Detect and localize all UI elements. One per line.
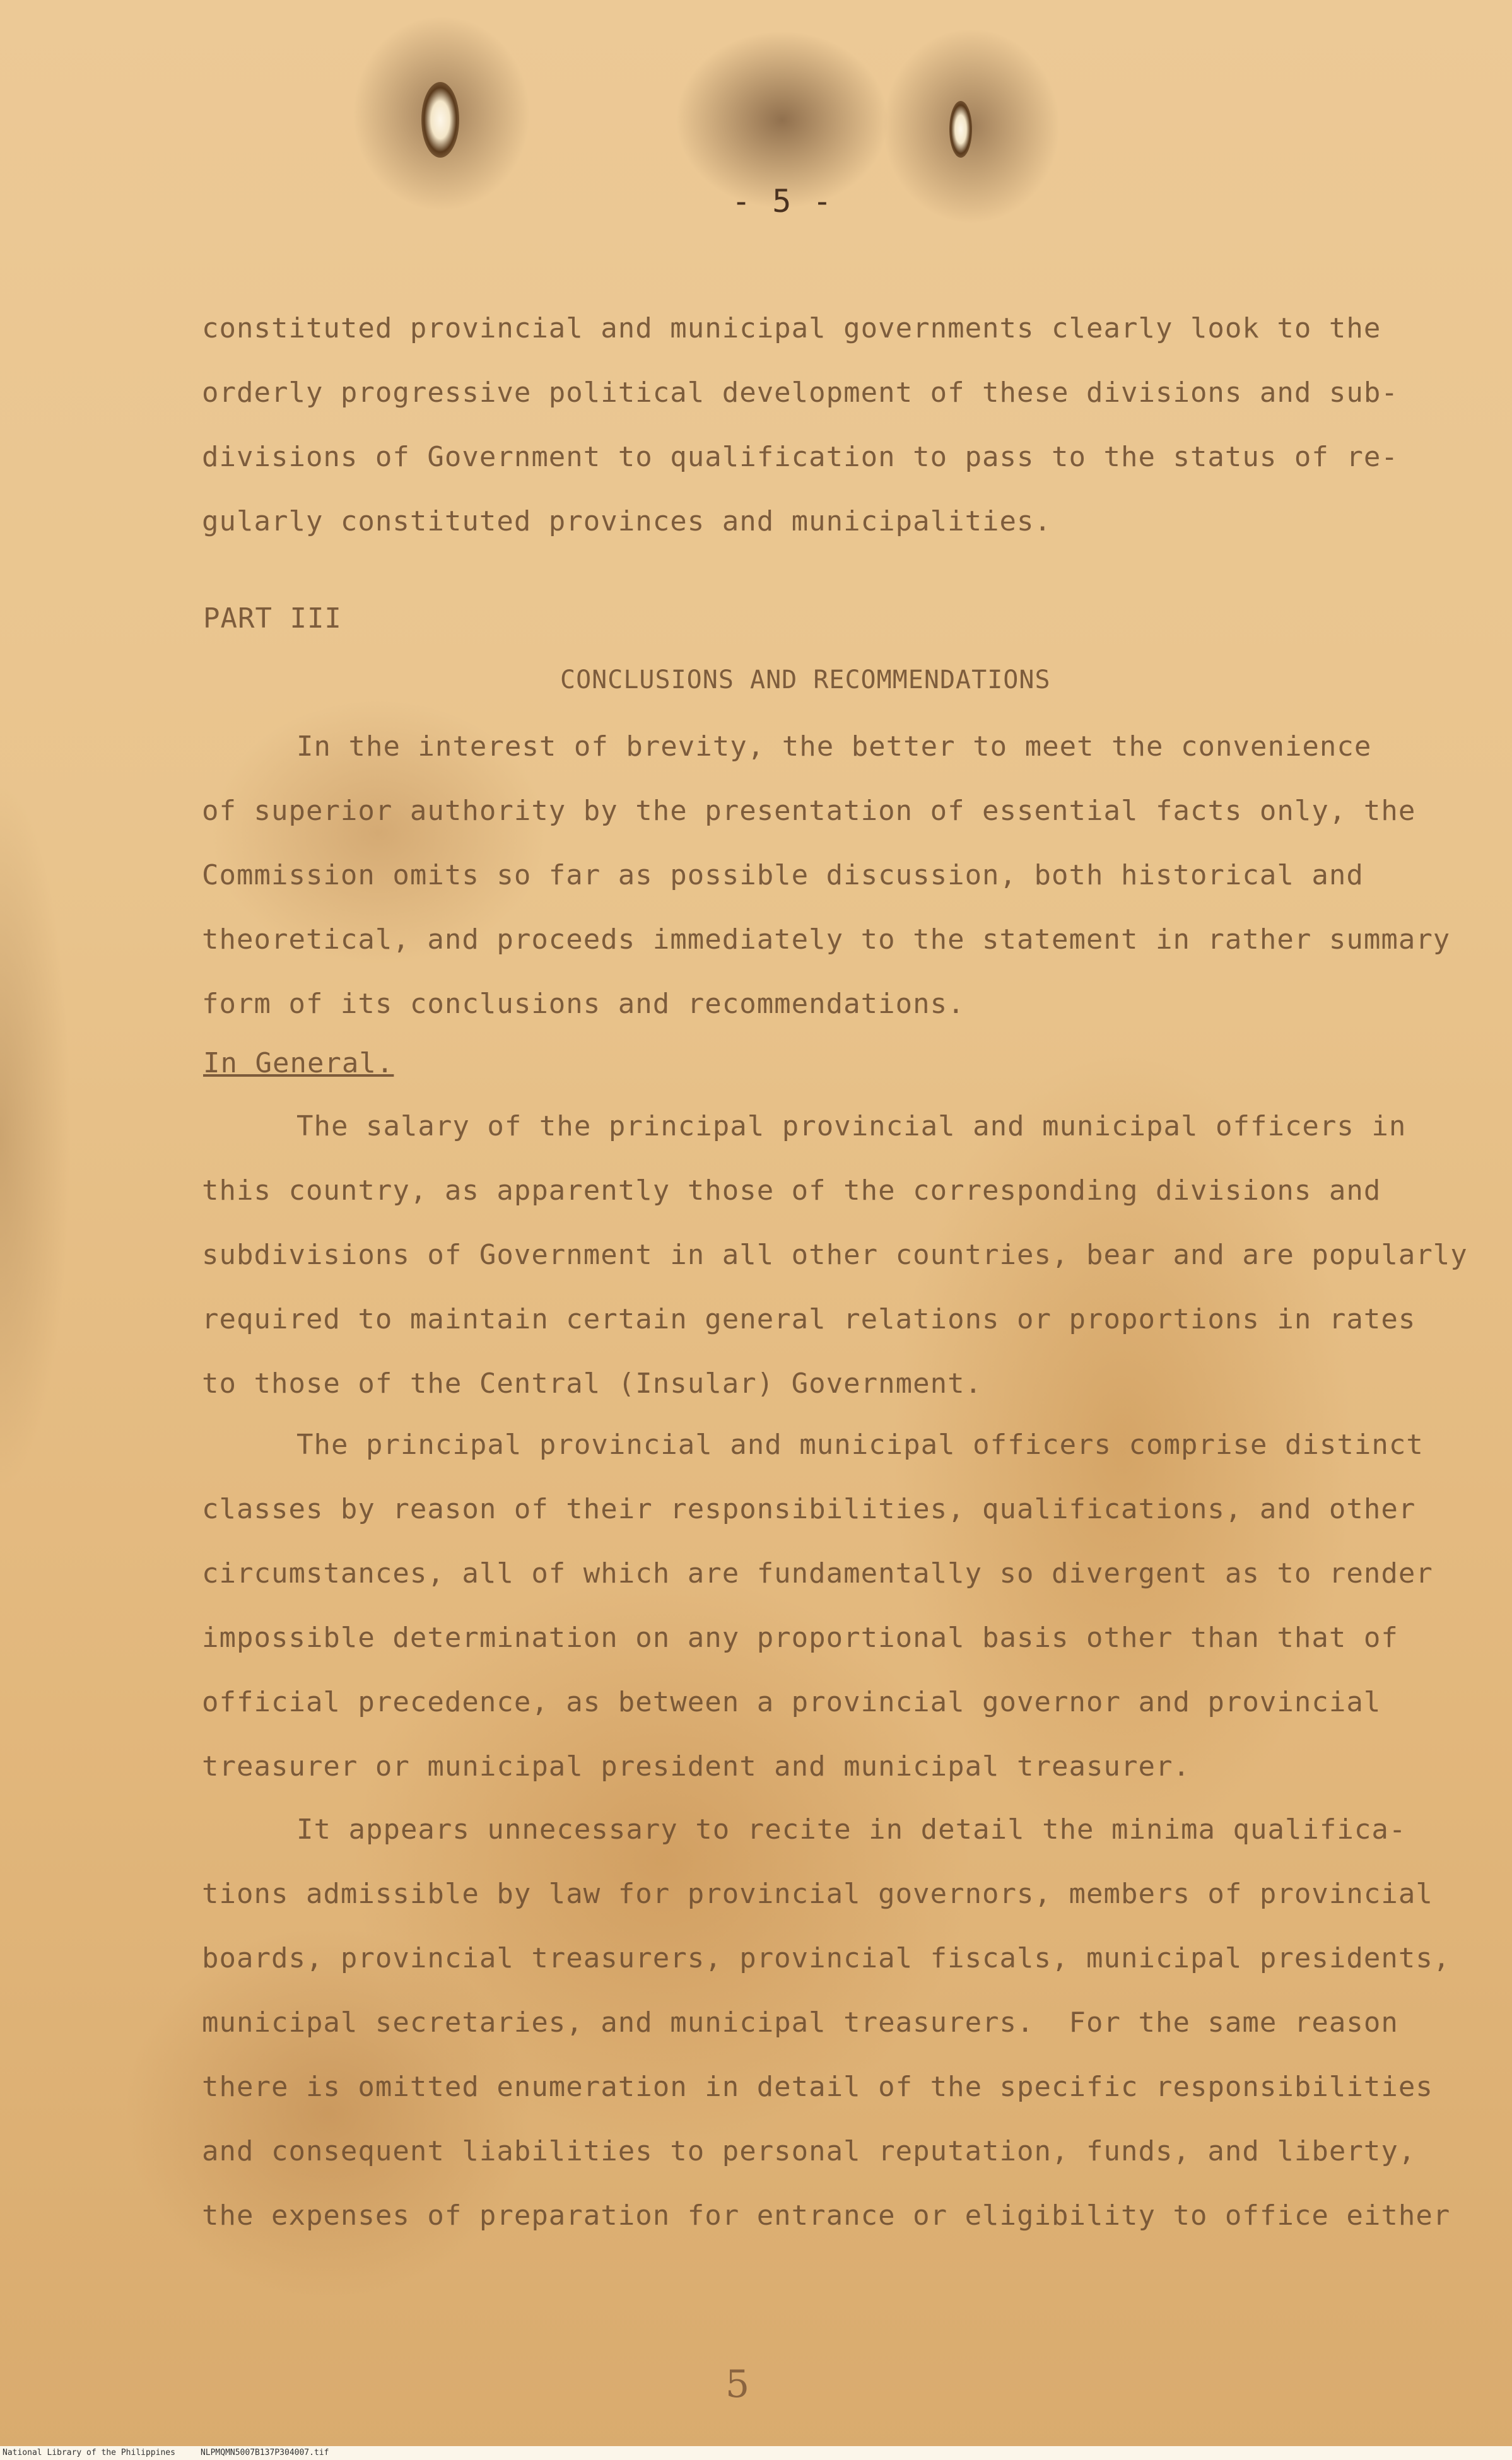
text-line: gularly constituted provinces and municipalities. — [202, 505, 1052, 537]
text-line: In the interest of brevity, the better to meet the convenience — [296, 730, 1372, 763]
text-line: divisions of Government to qualification to pass to the status of re- — [202, 441, 1398, 473]
part-label: PART III — [203, 602, 342, 635]
section-title: CONCLUSIONS AND RECOMMENDATIONS — [560, 665, 1051, 694]
text-line: theoretical, and proceeds immediately to the statement in rather summary — [202, 923, 1451, 956]
page-header-number: - 5 - — [732, 183, 833, 220]
subheading-in-general: In General. — [203, 1047, 394, 1079]
text-line: Commission omits so far as possible discussion, both historical and — [202, 859, 1364, 891]
footer-library-name: National Library of the Philippines — [3, 2448, 175, 2457]
text-line: form of its conclusions and recommendations. — [202, 988, 965, 1020]
text-line: required to maintain certain general relations or proportions in rates — [202, 1303, 1416, 1335]
text-line: It appears unnecessary to recite in detail the minima qualifica- — [296, 1813, 1407, 1846]
text-line: tions admissible by law for provincial governors, members of provincial — [202, 1878, 1433, 1910]
burn-hole-right — [949, 101, 972, 158]
text-line: circumstances, all of which are fundamentally so divergent as to render — [202, 1557, 1433, 1590]
text-line: this country, as apparently those of the corresponding divisions and — [202, 1174, 1381, 1207]
text-line: The principal provincial and municipal officers comprise distinct — [296, 1429, 1424, 1461]
burn-hole-left — [421, 82, 459, 158]
text-line: treasurer or municipal president and municipal treasurer. — [202, 1750, 1190, 1783]
text-line: orderly progressive political development of these divisions and sub- — [202, 377, 1398, 409]
footer-file-name: NLPMQMN5007B137P304007.tif — [200, 2448, 329, 2457]
text-line: classes by reason of their responsibilities, qualifications, and other — [202, 1493, 1416, 1525]
scan-footer — [0, 2446, 1512, 2460]
text-line: impossible determination on any proportional basis other than that of — [202, 1622, 1398, 1654]
text-line: The salary of the principal provincial and municipal officers in — [296, 1110, 1407, 1142]
folio-page-number: 5 — [725, 2362, 750, 2406]
text-line: of superior authority by the presentation of essential facts only, the — [202, 795, 1416, 827]
text-line: boards, provincial treasurers, provincial fiscals, municipal presidents, — [202, 1942, 1451, 1974]
text-line: the expenses of preparation for entrance or eligibility to office either — [202, 2199, 1451, 2232]
text-line: official precedence, as between a provincial governor and provincial — [202, 1686, 1381, 1718]
text-line: there is omitted enumeration in detail of the specific responsibilities — [202, 2071, 1433, 2103]
text-line: and consequent liabilities to personal reputation, funds, and liberty, — [202, 2135, 1416, 2167]
text-line: to those of the Central (Insular) Government. — [202, 1368, 983, 1400]
text-line: municipal secretaries, and municipal treasurers. For the same reason — [202, 2006, 1398, 2039]
text-line: subdivisions of Government in all other countries, bear and are popularly — [202, 1239, 1468, 1271]
text-line: constituted provincial and municipal governments clearly look to the — [202, 312, 1381, 344]
